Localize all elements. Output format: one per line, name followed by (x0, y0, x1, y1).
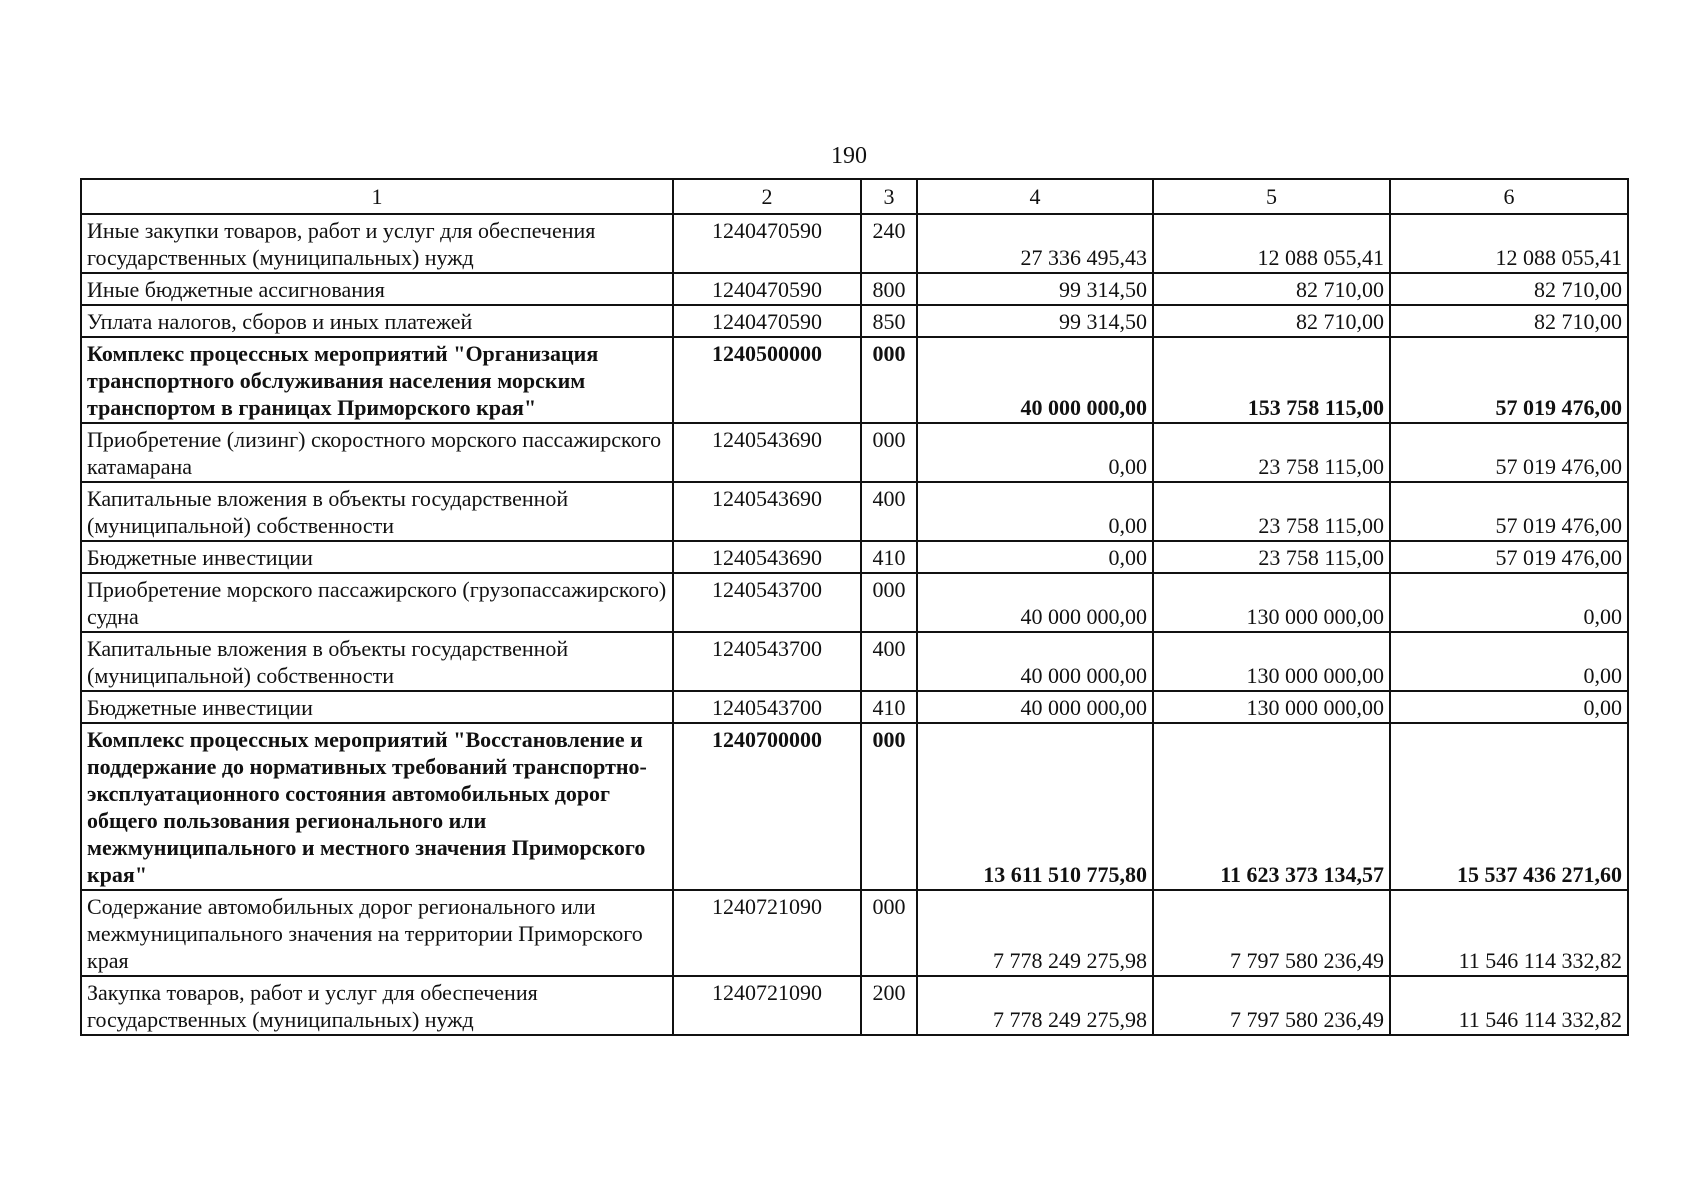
amount-col-5-cell: 153 758 115,00 (1153, 337, 1390, 423)
expense-type-cell: 240 (861, 214, 917, 273)
item-name-cell: Закупка товаров, работ и услуг для обеспечения государственных (муниципальных) нужд (81, 976, 673, 1035)
amount-col-6-cell: 15 537 436 271,60 (1390, 723, 1628, 890)
expense-type-cell: 850 (861, 305, 917, 337)
table-row (81, 691, 1628, 723)
amount-col-5-cell: 130 000 000,00 (1153, 573, 1390, 632)
column-header: 4 (917, 179, 1153, 214)
amount-col-4-cell: 40 000 000,00 (917, 573, 1153, 632)
table-row (81, 632, 1628, 691)
column-header: 3 (861, 179, 917, 214)
table-row (81, 976, 1628, 1035)
table-row (81, 723, 1628, 890)
amount-col-4-cell: 0,00 (917, 482, 1153, 541)
amount-col-4-cell: 7 778 249 275,98 (917, 890, 1153, 976)
table-row (81, 423, 1628, 482)
expense-type-cell: 000 (861, 890, 917, 976)
page-number: 190 (831, 143, 867, 169)
expense-type-cell: 000 (861, 337, 917, 423)
budget-table (80, 178, 1629, 1036)
expense-type-cell: 400 (861, 482, 917, 541)
column-header: 6 (1390, 179, 1628, 214)
table-row (81, 890, 1628, 976)
amount-col-4-cell: 13 611 510 775,80 (917, 723, 1153, 890)
table-row (81, 214, 1628, 273)
amount-col-4-cell: 40 000 000,00 (917, 691, 1153, 723)
target-code-cell: 1240470590 (673, 273, 861, 305)
target-code-cell: 1240470590 (673, 214, 861, 273)
amount-col-6-cell: 82 710,00 (1390, 273, 1628, 305)
amount-col-4-cell: 27 336 495,43 (917, 214, 1153, 273)
target-code-cell: 1240543690 (673, 423, 861, 482)
target-code-cell: 1240700000 (673, 723, 861, 890)
expense-type-cell: 000 (861, 423, 917, 482)
target-code-cell: 1240543690 (673, 482, 861, 541)
target-code-cell: 1240543690 (673, 541, 861, 573)
item-name-cell: Приобретение морского пассажирского (грузопассажирского) судна (81, 573, 673, 632)
expense-type-cell: 410 (861, 541, 917, 573)
table-row (81, 305, 1628, 337)
expense-type-cell: 000 (861, 573, 917, 632)
target-code-cell: 1240543700 (673, 632, 861, 691)
expense-type-cell: 410 (861, 691, 917, 723)
target-code-cell: 1240721090 (673, 976, 861, 1035)
item-name-cell: Комплекс процессных мероприятий "Организация транспортного обслуживания населения морским транспортом в границах Приморского края" (81, 337, 673, 423)
amount-col-5-cell: 7 797 580 236,49 (1153, 890, 1390, 976)
item-name-cell: Приобретение (лизинг) скоростного морского пассажирского катамарана (81, 423, 673, 482)
amount-col-5-cell: 130 000 000,00 (1153, 691, 1390, 723)
amount-col-6-cell: 11 546 114 332,82 (1390, 976, 1628, 1035)
amount-col-6-cell: 57 019 476,00 (1390, 337, 1628, 423)
target-code-cell: 1240543700 (673, 573, 861, 632)
item-name-cell: Капитальные вложения в объекты государственной (муниципальной) собственности (81, 632, 673, 691)
amount-col-6-cell: 12 088 055,41 (1390, 214, 1628, 273)
expense-type-cell: 400 (861, 632, 917, 691)
column-number-header-row (81, 179, 1628, 214)
amount-col-5-cell: 23 758 115,00 (1153, 423, 1390, 482)
amount-col-6-cell: 0,00 (1390, 691, 1628, 723)
amount-col-6-cell: 57 019 476,00 (1390, 541, 1628, 573)
budget-table-body (81, 179, 1628, 1035)
table-row (81, 273, 1628, 305)
target-code-cell: 1240470590 (673, 305, 861, 337)
amount-col-5-cell: 7 797 580 236,49 (1153, 976, 1390, 1035)
amount-col-6-cell: 82 710,00 (1390, 305, 1628, 337)
item-name-cell: Капитальные вложения в объекты государственной (муниципальной) собственности (81, 482, 673, 541)
column-header: 1 (81, 179, 673, 214)
item-name-cell: Содержание автомобильных дорог регионального или межмуниципального значения на территории Приморского края (81, 890, 673, 976)
amount-col-5-cell: 23 758 115,00 (1153, 541, 1390, 573)
table-row (81, 337, 1628, 423)
amount-col-4-cell: 99 314,50 (917, 305, 1153, 337)
item-name-cell: Бюджетные инвестиции (81, 691, 673, 723)
expense-type-cell: 200 (861, 976, 917, 1035)
amount-col-5-cell: 82 710,00 (1153, 273, 1390, 305)
amount-col-5-cell: 23 758 115,00 (1153, 482, 1390, 541)
column-header: 2 (673, 179, 861, 214)
item-name-cell: Бюджетные инвестиции (81, 541, 673, 573)
amount-col-4-cell: 99 314,50 (917, 273, 1153, 305)
expense-type-cell: 000 (861, 723, 917, 890)
amount-col-5-cell: 82 710,00 (1153, 305, 1390, 337)
amount-col-6-cell: 0,00 (1390, 632, 1628, 691)
table-row (81, 482, 1628, 541)
amount-col-6-cell: 57 019 476,00 (1390, 423, 1628, 482)
amount-col-4-cell: 7 778 249 275,98 (917, 976, 1153, 1035)
amount-col-6-cell: 11 546 114 332,82 (1390, 890, 1628, 976)
table-row (81, 541, 1628, 573)
amount-col-6-cell: 57 019 476,00 (1390, 482, 1628, 541)
amount-col-5-cell: 11 623 373 134,57 (1153, 723, 1390, 890)
item-name-cell: Иные бюджетные ассигнования (81, 273, 673, 305)
column-header: 5 (1153, 179, 1390, 214)
table-row (81, 573, 1628, 632)
item-name-cell: Иные закупки товаров, работ и услуг для обеспечения государственных (муниципальных) нужд (81, 214, 673, 273)
amount-col-6-cell: 0,00 (1390, 573, 1628, 632)
amount-col-4-cell: 40 000 000,00 (917, 632, 1153, 691)
expense-type-cell: 800 (861, 273, 917, 305)
amount-col-4-cell: 0,00 (917, 423, 1153, 482)
target-code-cell: 1240721090 (673, 890, 861, 976)
target-code-cell: 1240543700 (673, 691, 861, 723)
amount-col-4-cell: 40 000 000,00 (917, 337, 1153, 423)
item-name-cell: Комплекс процессных мероприятий "Восстановление и поддержание до нормативных требований транспортно-эксплуатационного состояния автомобильных дорог общего пользования регионального или межмуниципального и местного значения Приморского края" (81, 723, 673, 890)
amount-col-4-cell: 0,00 (917, 541, 1153, 573)
item-name-cell: Уплата налогов, сборов и иных платежей (81, 305, 673, 337)
target-code-cell: 1240500000 (673, 337, 861, 423)
amount-col-5-cell: 12 088 055,41 (1153, 214, 1390, 273)
amount-col-5-cell: 130 000 000,00 (1153, 632, 1390, 691)
